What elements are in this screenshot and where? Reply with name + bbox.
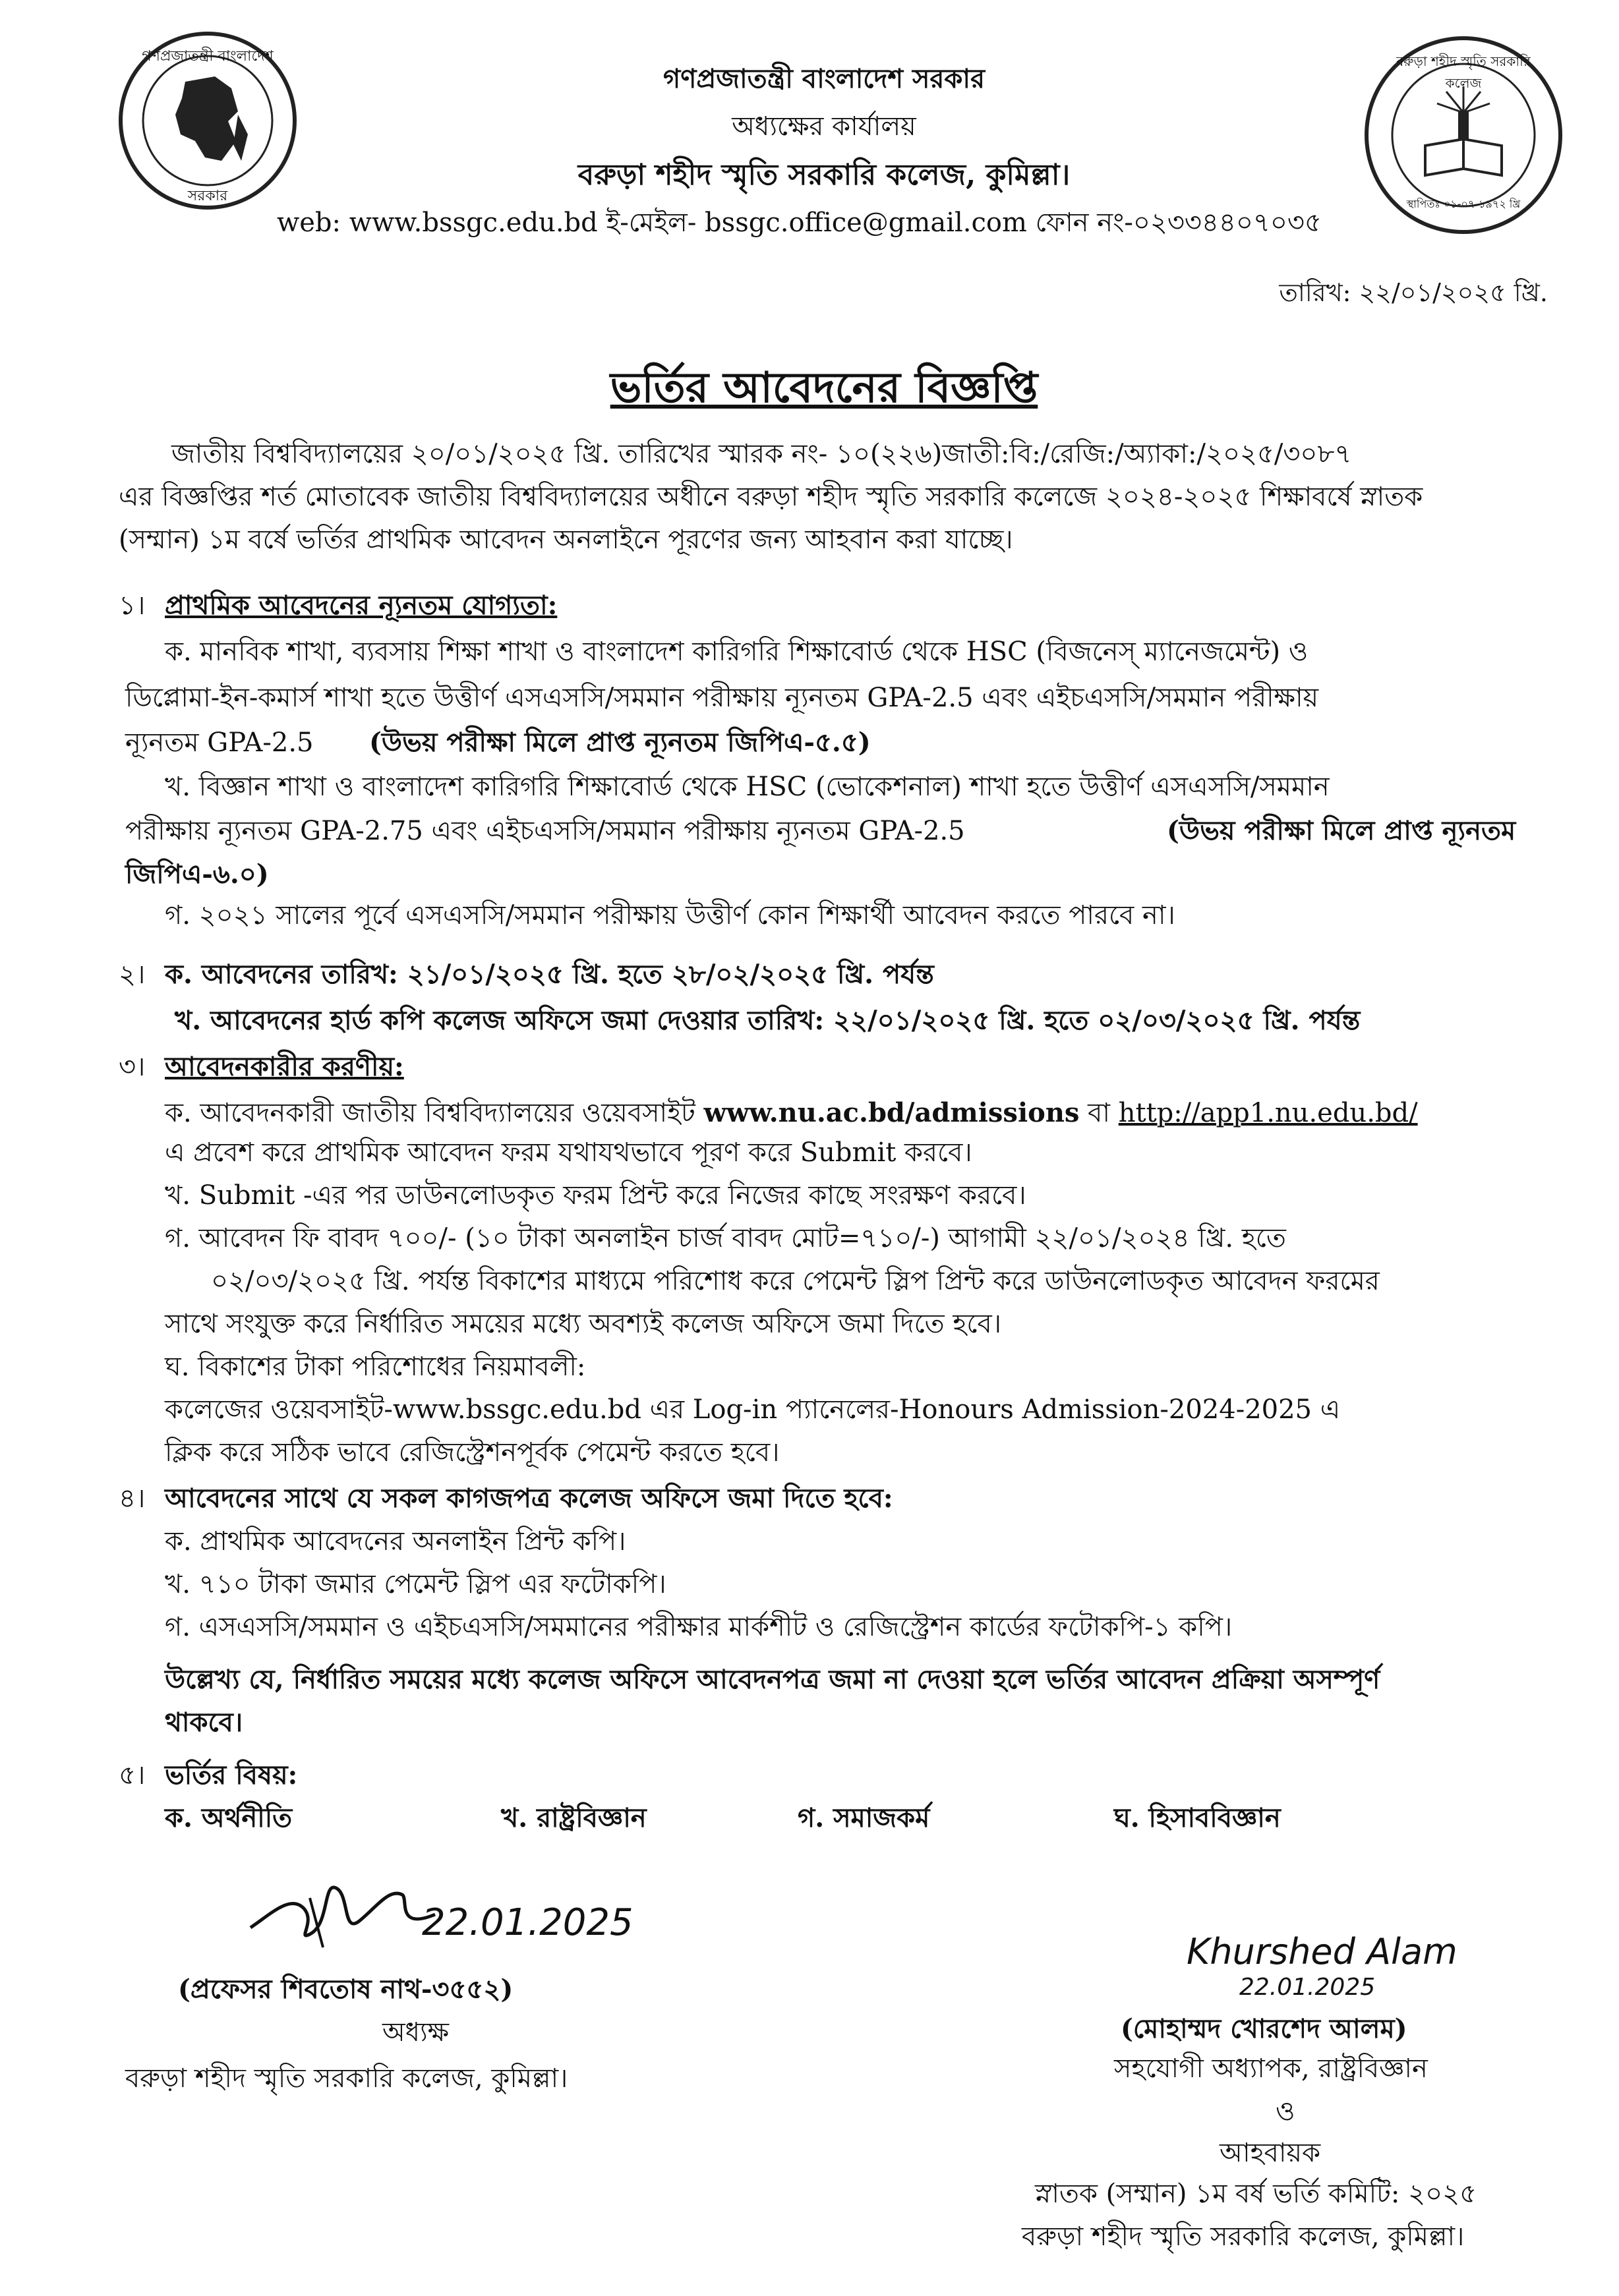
instruction-text: বা [1088, 1098, 1111, 1128]
nu-app-link[interactable]: http://app1.nu.edu.bd/ [1118, 1098, 1418, 1128]
instruction-line: কলেজের ওয়েবসাইট-www.bssgc.edu.bd এর Log-in প্যানেলের-Honours Admission-2024-2025 এ [165, 1394, 1341, 1425]
document-item: খ. ৭১০ টাকা জমার পেমেন্ট স্লিপ এর ফটোকপি। [165, 1569, 666, 1599]
intro-line: এর বিজ্ঞপ্তির শর্ত মোতাবেক জাতীয় বিশ্ববিদ্যালয়ের অধীনে বরুড়া শহীদ স্মৃতি সরকারি কলেজে ২০২৪-২০২৫ শিক্ষাবর্ষে স্নাতক [119, 482, 1423, 512]
eligibility-line: গ. ২০২১ সালের পূর্বে এসএসসি/সমমান পরীক্ষায় উত্তীর্ণ কোন শিক্ষার্থী আবেদন করতে পারবে না। [165, 900, 1175, 931]
intro-line: (সম্মান) ১ম বর্ষে ভর্তির প্রাথমিক আবেদন অনলাইনে পূরণের জন্য আহবান করা যাচ্ছে। [119, 525, 1013, 555]
convener-signature-date: 22.01.2025 [1239, 1974, 1376, 2001]
contact-line: web: www.bssgc.edu.bd ই-মেইল- bssgc.office@gmail.com ফোন নং-০২৩৩৪৪০৭০৩৫ [277, 208, 1322, 238]
page-title: ভর্তির আবেদনের বিজ্ঞপ্তি [610, 363, 1038, 413]
convener-designation: সহযোগী অধ্যাপক, রাষ্ট্রবিজ্ঞান [1114, 2053, 1428, 2084]
government-seal [119, 32, 297, 210]
instruction-line: ঘ. বিকাশের টাকা পরিশোধের নিয়মাবলী: [165, 1352, 586, 1382]
eligibility-line-bold: জিপিএ-৬.০) [125, 859, 269, 890]
subject-item: ঘ. হিসাববিজ্ঞান [1114, 1802, 1281, 1833]
admission-committee: স্নাতক (সম্মান) ১ম বর্ষ ভর্তি কমিটি: ২০২৫ [1035, 2179, 1477, 2209]
nu-admission-link[interactable]: www.nu.ac.bd/admissions [703, 1097, 1080, 1128]
seal-top-text: গণপ্রজাতন্ত্রী বাংলাদেশ [142, 48, 274, 65]
seal-bottom-text: স্থাপিতঃ ০১-০৭-১৯৭২ খ্রি [1406, 198, 1521, 210]
hard-copy-dates: খ. আবেদনের হার্ড কপি কলেজ অফিসে জমা দেওয়ার তারিখ: ২২/০১/২০২৫ খ্রি. হতে ০২/০৩/২০২৫ খ্রি. পর্যন্ত [175, 1005, 1361, 1036]
section-heading: আবেদনকারীর করণীয়: [165, 1051, 404, 1082]
eligibility-line-bold: (উভয় পরীক্ষা মিলে প্রাপ্ত ন্যূনতম [1167, 815, 1516, 846]
section-heading: আবেদনের সাথে যে সকল কাগজপত্র কলেজ অফিসে জমা দিতে হবে: [165, 1483, 893, 1514]
eligibility-line: ক. মানবিক শাখা, ব্যবসায় শিক্ষা শাখা ও বাংলাদেশ কারিগরি শিক্ষাবোর্ড থেকে HSC (বিজনেস্ ম্যানেজমেন্ট) ও [165, 637, 1309, 667]
document-item: ক. প্রাথমিক আবেদনের অনলাইন প্রিন্ট কপি। [165, 1526, 626, 1557]
principal-signature-date: 22.01.2025 [422, 1901, 633, 1944]
principal-title: অধ্যক্ষ [382, 2017, 450, 2048]
subject-item: খ. রাষ্ট্রবিজ্ঞান [501, 1802, 647, 1833]
section-number: ২। [119, 960, 146, 990]
section-number: ১। [119, 590, 146, 621]
section-number: ৫। [119, 1760, 146, 1791]
section-heading: ভর্তির বিষয়: [165, 1760, 298, 1791]
document-item: গ. এসএসসি/সমমান ও এইচএসসি/সমমানের পরীক্ষার মার্কশীট ও রেজিস্ট্রেশন কার্ডের ফটোকপি-১ কপি। [165, 1612, 1233, 1642]
seal-bottom-text: সরকার [187, 188, 228, 204]
instruction-line: ক্লিক করে সঠিক ভাবে রেজিস্ট্রেশনপূর্বক পেমেন্ট করতে হবে। [165, 1437, 780, 1468]
instruction-line [165, 1094, 1418, 1132]
instruction-line: সাথে সংযুক্ত করে নির্ধারিত সময়ের মধ্যে অবশ্যই কলেজ অফিসে জমা দিতে হবে। [165, 1309, 1002, 1339]
government-name: গণপ্রজাতন্ত্রী বাংলাদেশ সরকার [663, 63, 985, 94]
eligibility-line: খ. বিজ্ঞান শাখা ও বাংলাদেশ কারিগরি শিক্ষাবোর্ড থেকে HSC (ভোকেশনাল) শাখা হতে উত্তীর্ণ এসএসসি/সমমান [165, 772, 1330, 802]
instruction-line: খ. Submit -এর পর ডাউনলোডকৃত ফরম প্রিন্ট করে নিজের কাছে সংরক্ষণ করবে। [165, 1180, 1026, 1211]
instruction-text: ক. আবেদনকারী জাতীয় বিশ্ববিদ্যালয়ের ওয়েবসাইট [165, 1098, 695, 1128]
convener-name: (মোহাম্মদ খোরশেদ আলম) [1121, 2013, 1407, 2044]
principal-college: বরুড়া শহীদ স্মৃতি সরকারি কলেজ, কুমিল্লা। [125, 2063, 568, 2094]
eligibility-line: ন্যূনতম GPA-2.5 [125, 728, 314, 758]
eligibility-line-bold: (উভয় পরীক্ষা মিলে প্রাপ্ত ন্যূনতম জিপিএ-৫.৫) [369, 727, 871, 758]
eligibility-line: ডিপ্লোমা-ইন-কমার্স শাখা হতে উত্তীর্ণ এসএসসি/সমমান পরীক্ষায় ন্যূনতম GPA-2.5 এবং এইচএসসি/সমমান পরীক্ষায় [125, 683, 1319, 713]
college-seal [1365, 36, 1562, 234]
subject-item: গ. সমাজকর্ম [798, 1802, 930, 1833]
instruction-line: গ. আবেদন ফি বাবদ ৭০০/- (১০ টাকা অনলাইন চার্জ বাবদ মোট=৭১০/-) আগামী ২২/০১/২০২৪ খ্রি. হতে [165, 1223, 1286, 1253]
section-number: ৩। [119, 1052, 146, 1082]
note-line: উল্লেখ্য যে, নির্ধারিত সময়ের মধ্যে কলেজ অফিসে আবেদনপত্র জমা না দেওয়া হলে ভর্তির আবেদন প্রক্রিয়া অসম্পূর্ণ [165, 1664, 1380, 1695]
conjunction: ও [1276, 2096, 1295, 2127]
section-heading: প্রাথমিক আবেদনের ন্যূনতম যোগ্যতা: [165, 590, 558, 621]
instruction-line: এ প্রবেশ করে প্রাথমিক আবেদন ফরম যথাযথভাবে পূরণ করে Submit করবে। [165, 1137, 972, 1168]
college-name: বরুড়া শহীদ স্মৃতি সরকারি কলেজ, কুমিল্লা। [577, 158, 1071, 192]
convener-role: আহবায়ক [1220, 2138, 1321, 2168]
application-dates: ক. আবেদনের তারিখ: ২১/০১/২০২৫ খ্রি. হতে ২৮/০২/২০২৫ খ্রি. পর্যন্ত [165, 959, 934, 990]
seal-top-text: বরুড়া শহীদ স্মৃতি সরকারি কলেজ [1396, 53, 1531, 91]
principal-signature [244, 1868, 442, 1954]
office-name: অধ্যক্ষের কার্যালয় [732, 111, 916, 142]
convener-signature: Khurshed Alam [1187, 1931, 1457, 1972]
note-line: থাকবে। [165, 1707, 243, 1738]
principal-name: (প্রফেসর শিবতোষ নাথ-৩৫৫২) [178, 1974, 514, 2005]
section-number: ৪। [119, 1483, 146, 1514]
instruction-line: ০২/০৩/২০২৫ খ্রি. পর্যন্ত বিকাশের মাধ্যমে পরিশোধ করে পেমেন্ট স্লিপ প্রিন্ট করে ডাউনলোডকৃত আবেদন ফরমের [211, 1266, 1380, 1296]
convener-college: বরুড়া শহীদ স্মৃতি সরকারি কলেজ, কুমিল্লা। [1022, 2222, 1465, 2252]
subject-item: ক. অর্থনীতি [165, 1802, 293, 1833]
intro-line: জাতীয় বিশ্ববিদ্যালয়ের ২০/০১/২০২৫ খ্রি. তারিখের স্মারক নং- ১০(২২৬)জাতী:বি:/রেজি:/অ্যাকা:/২০২৫/৩০৮৭ [171, 439, 1352, 469]
eligibility-line: পরীক্ষায় ন্যূনতম GPA-2.75 এবং এইচএসসি/সমমান পরীক্ষায় ন্যূনতম GPA-2.5 [125, 816, 965, 846]
notice-date: তারিখ: ২২/০১/২০২৫ খ্রি. [1279, 278, 1548, 307]
